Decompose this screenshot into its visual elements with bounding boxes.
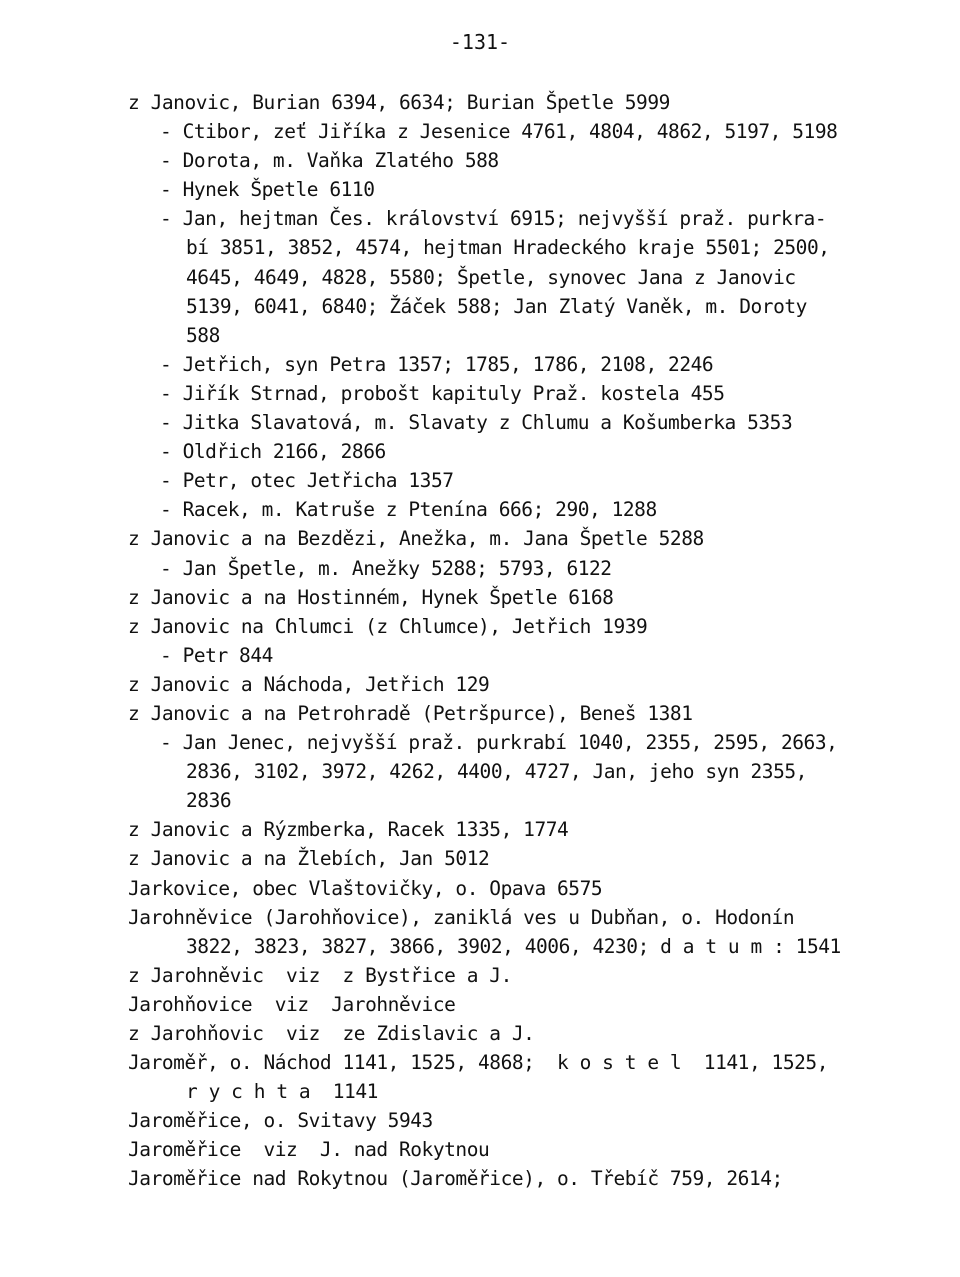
index-subentry: - Oldřich 2166, 2866	[160, 440, 386, 464]
index-continuation: 3822, 3823, 3827, 3866, 3902, 4006, 4230; d a t u m : 1541	[186, 934, 841, 958]
index-entry: Jaroměřice nad Rokytnou (Jaroměřice), o. Třebíč 759, 2614;	[128, 1167, 783, 1191]
index-subentry: - Jan Špetle, m. Anežky 5288; 5793, 6122	[160, 556, 612, 580]
index-continuation: bí 3851, 3852, 4574, hejtman Hradeckého kraje 5501; 2500,	[186, 236, 830, 260]
index-entry: Jarohňovice viz Jarohněvice	[128, 992, 456, 1016]
index-continuation: 2836, 3102, 3972, 4262, 4400, 4727, Jan, jeho syn 2355,	[186, 760, 807, 784]
index-continuation: 588	[186, 323, 220, 347]
index-entry: Jaroměř, o. Náchod 1141, 1525, 4868; k o s t e l 1141, 1525,	[128, 1051, 828, 1075]
index-subentry: - Jan Jenec, nejvyšší praž. purkrabí 1040, 2355, 2595, 2663,	[160, 731, 838, 755]
index-subentry: - Ctibor, zeť Jiříka z Jesenice 4761, 4804, 4862, 5197, 5198	[160, 120, 838, 144]
index-entry: z Janovic a na Bezdězi, Anežka, m. Jana Špetle 5288	[128, 527, 704, 551]
index-entry: z Janovic a na Petrohradě (Petršpurce), Beneš 1381	[128, 701, 693, 725]
index-subentry: - Dorota, m. Vaňka Zlatého 588	[160, 149, 499, 173]
index-entry: z Janovic a Náchoda, Jetřich 129	[128, 672, 490, 696]
index-subentry: - Jitka Slavatová, m. Slavaty z Chlumu a Košumberka 5353	[160, 411, 793, 435]
index-subentry: - Jetřich, syn Petra 1357; 1785, 1786, 2108, 2246	[160, 352, 714, 376]
index-entry: z Jarohněvic viz z Bystřice a J.	[128, 963, 512, 987]
index-continuation: 5139, 6041, 6840; Žáček 588; Jan Zlatý Vaněk, m. Doroty	[186, 294, 807, 318]
index-entry: Jarkovice, obec Vlaštovičky, o. Opava 6575	[128, 876, 603, 900]
index-continuation: r y c h t a 1141	[186, 1080, 378, 1104]
index-entry: Jaroměřice, o. Svitavy 5943	[128, 1109, 433, 1133]
index-entry: z Janovic na Chlumci (z Chlumce), Jetřich 1939	[128, 614, 648, 638]
index-subentry: - Jan, hejtman Čes. království 6915; nejvyšší praž. purkra-	[160, 207, 827, 231]
index-subentry: - Jiřík Strnad, probošt kapituly Praž. kostela 455	[160, 381, 725, 405]
page-number: -131-	[449, 30, 511, 54]
index-entry: z Janovic a na Hostinném, Hynek Špetle 6168	[128, 585, 614, 609]
index-entry: Jaroměřice viz J. nad Rokytnou	[128, 1138, 490, 1162]
index-entry: z Janovic a na Žlebích, Jan 5012	[128, 847, 490, 871]
index-entry: z Janovic, Burian 6394, 6634; Burian Špetle 5999	[128, 91, 670, 114]
index-subentry: - Racek, m. Katruše z Ptenína 666; 290, 1288	[160, 498, 657, 522]
index-continuation: 2836	[186, 789, 232, 813]
index-continuation: 4645, 4649, 4828, 5580; Špetle, synovec Jana z Janovic	[186, 265, 796, 289]
index-subentry: - Petr 844	[160, 643, 273, 667]
index-entry: z Jarohňovic viz ze Zdislavic a J.	[128, 1022, 535, 1045]
index-subentry: - Petr, otec Jetřicha 1357	[160, 469, 454, 493]
index-entry: z Janovic a Rýzmberka, Racek 1335, 1774	[128, 818, 569, 842]
index-entries	[0, 88, 960, 1194]
index-subentry: - Hynek Špetle 6110	[160, 178, 375, 202]
index-entry: Jarohněvice (Jarohňovice), zaniklá ves u Dubňan, o. Hodonín	[128, 905, 795, 929]
